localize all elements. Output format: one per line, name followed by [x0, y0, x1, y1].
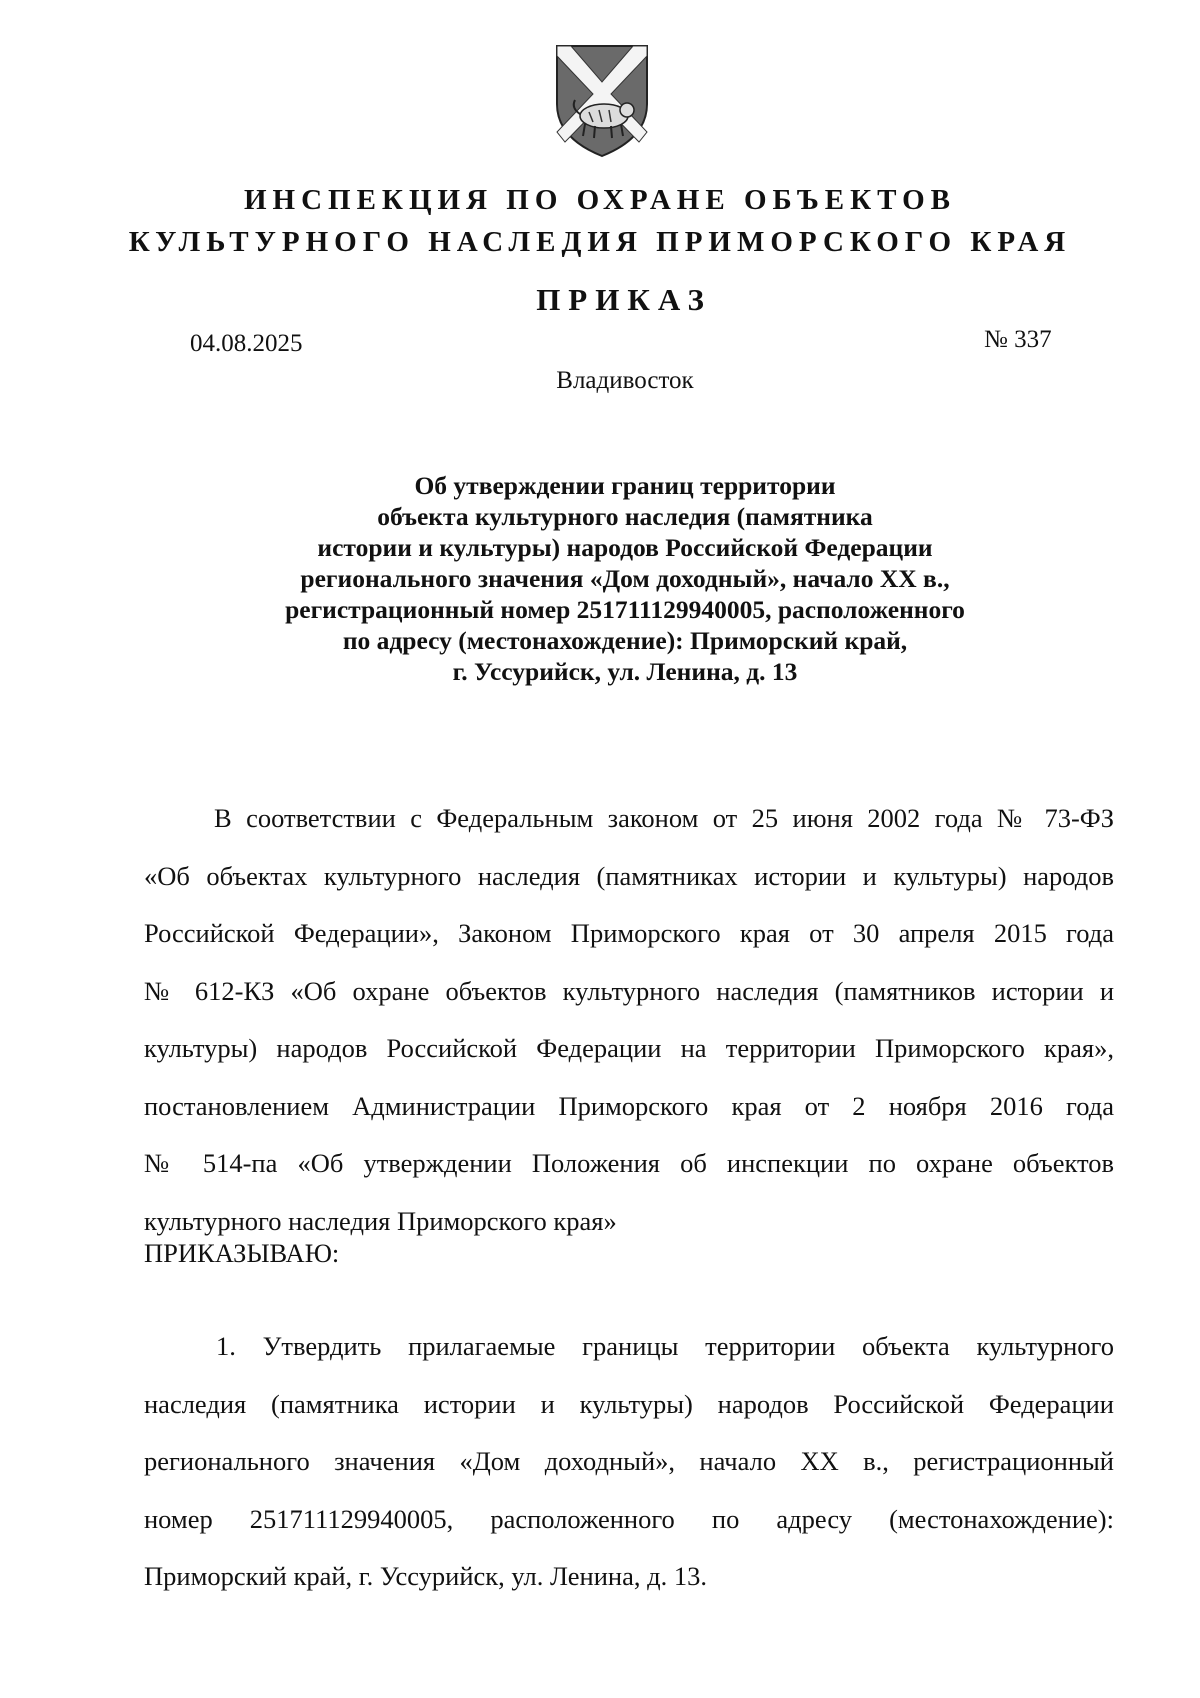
preamble-line: «Об объектах культурного наследия (памятниках истории и культуры) народов	[144, 860, 1114, 891]
preamble-line: № 612-КЗ «Об охране объектов культурного наследия (памятников истории и	[144, 975, 1114, 1006]
title-line: объекта культурного наследия (памятника	[377, 502, 873, 531]
order-word: ПРИКАЗЫВАЮ:	[144, 1238, 340, 1268]
document-city: Владивосток	[556, 367, 694, 394]
coat-of-arms-icon	[549, 42, 655, 160]
order-item-line: 1. Утвердить прилагаемые границы территории объекта культурного	[216, 1331, 1114, 1361]
document-number: № 337	[984, 326, 1052, 353]
organization-name-line-2: КУЛЬТУРНОГО НАСЛЕДИЯ ПРИМОРСКОГО КРАЯ	[128, 226, 1072, 258]
preamble-line: В соответствии с Федеральным законом от 25 июня 2002 года № 73-ФЗ	[214, 803, 1114, 833]
document-date: 04.08.2025	[190, 330, 303, 357]
order-item-line: наследия (памятника истории и культуры) народов Российской Федерации	[144, 1388, 1114, 1419]
order-item-line: номер 251711129940005, расположенного по адресу (местонахождение):	[144, 1503, 1114, 1534]
preamble-line: № 514-па «Об утверждении Положения об инспекции по охране объектов	[144, 1148, 1114, 1178]
preamble-line: постановлением Администрации Приморского края от 2 ноября 2016 года	[144, 1090, 1114, 1121]
order-item-line: регионального значения «Дом доходный», начало XX в., регистрационный	[144, 1446, 1114, 1476]
title-line: г. Уссурийск, ул. Ленина, д. 13	[452, 657, 798, 686]
title-line: истории и культуры) народов Российской Федерации	[317, 533, 933, 562]
preamble-line: культуры) народов Российской Федерации на территории Приморского края»,	[144, 1033, 1114, 1063]
preamble-line: Российской Федерации», Законом Приморского края от 30 апреля 2015 года	[144, 918, 1114, 948]
order-item-line: Приморский край, г. Уссурийск, ул. Ленина, д. 13.	[144, 1561, 707, 1591]
preamble-paragraph	[144, 790, 1114, 1250]
title-line: регистрационный номер 251711129940005, расположенного	[285, 595, 965, 624]
document-type: ПРИКАЗ	[536, 282, 712, 317]
title-line: Об утверждении границ территории	[414, 471, 836, 500]
title-line: регионального значения «Дом доходный», начало XX в.,	[300, 564, 950, 593]
order-item-1	[144, 1318, 1114, 1606]
title-line: по адресу (местонахождение): Приморский край,	[342, 626, 908, 655]
document-title	[160, 470, 1090, 687]
preamble-line: культурного наследия Приморского края»	[144, 1205, 617, 1236]
organization-name-line-1: ИНСПЕКЦИЯ ПО ОХРАНЕ ОБЪЕКТОВ	[243, 184, 957, 216]
